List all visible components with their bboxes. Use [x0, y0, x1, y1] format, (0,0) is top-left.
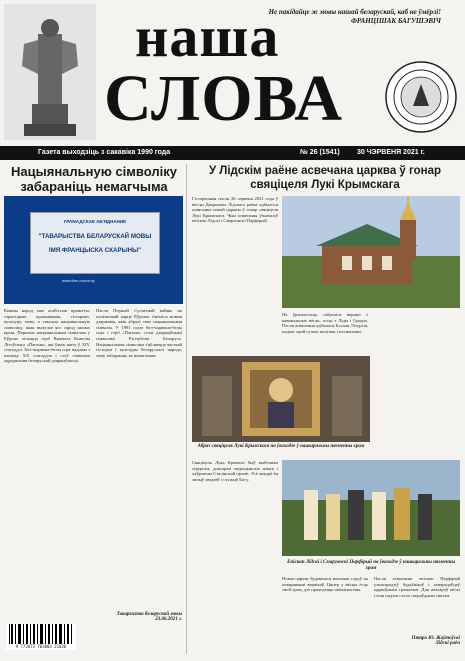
- left-article-column-1: Кожны народ мае асабістыя прыметы: тэрыторыю пражывання, гісторыю, культуру, мову, а таксама нацыянальную сімволіку, якая вылучае яго сярод іншых краін. Першым нацыянальным сімвалам у Еўропе лічыцца герб Вялікага Княства Літоўскага «Пагоня», які ўзнік яшчэ ў XIV стагоддзі. Бел-чырвона-белы сцяг вядомы з пачатку XX стагоддзя і стаў сімвалам адраджэння беларускай дзяржаўнасці.: [4, 308, 90, 364]
- right-article-column-3: Свяціцель Лука Крымскі быў выбітным хірургам, доктарам медыцынскіх навук і лаўрэатам Сталінскай прэміі. Усё жыццё ён лячыў людзей і служыў Богу.: [192, 460, 278, 482]
- motto-text: Не пакідайце ж мовы нашай беларускай, каб не ўмёрлі!: [268, 8, 441, 16]
- left-article-signature: [96, 612, 182, 622]
- sign-photo: [4, 196, 183, 304]
- ceremony-photo: [282, 460, 460, 556]
- left-article-column-2: Пасля Першай Сусветнай вайны на палітычнай карце Еўропы з'явіліся новыя дзяржавы, якія абралі свае нацыянальныя сімвалы. У 1991 годзе бел-чырвона-белы сцяг і герб «Пагоня» сталі дзяржаўнымі сімваламі Рэспублікі Беларусь. Нацыянальная сімволіка з'яўляецца часткай гісторыі і культуры беларускага народа, таму забараніць яе немагчыма.: [96, 308, 182, 358]
- sign-line-2: "ТАВАРЫСТВА БЕЛАРУСКАЙ МОВЫ: [38, 233, 152, 240]
- left-article-date: 23.06.2021 г.: [155, 617, 182, 622]
- church-photo: [282, 196, 460, 308]
- right-article-column-1: Гістарычная пасля 26 чэрвеня 2021 года ў вёсцы Дворышча Лідскага раёна адбылося асвячэнне новай царквы ў гонар свяціцеля Лукі Крымскага. Чын асвячэння ўзначаліў епіскап Лідскі і Смаргонскі Парфірый.: [192, 196, 278, 224]
- right-article-column-2: На ўрачыстасць сабраліся вернікі з навакольных вёсак, госці з Ліды і Гродна. Пасля асвячэння адбылася Боская Літургія, падчас якой гучалі малітвы і песнапенні.: [282, 312, 368, 334]
- masthead-motto: [256, 8, 441, 26]
- right-article-author: Пятро Ю. Жаўтоўскі: [411, 636, 460, 641]
- right-article-column-4: Новая царква будавалася некалькі гадоў на ахвяраванні вернікаў. Цяпер у вёсцы ёсць свой храм, дзе праходзяць набажэнствы.: [282, 576, 368, 593]
- masthead-monument-illustration: [4, 4, 96, 140]
- sign-line-1: ГРАМАДСКАЕ АБ'ЯДНАННЕ: [63, 219, 127, 224]
- issue-date: 30 ЧЭРВЕНЯ 2021 г.: [357, 149, 425, 156]
- right-article-column-2b: [374, 312, 460, 442]
- right-article-column-5: Пасля асвячэння епіскап Парфірый узнагародзіў будаўнікоў і ахвярадаўцаў царкоўнымі граматамі. Для жыхароў вёскі гэтая падзея стала сапраўдным святам.: [374, 576, 460, 598]
- issue-info-bar: [0, 146, 465, 160]
- left-article-author: Таварыства беларускай мовы: [116, 612, 182, 617]
- masthead-title-line2: СЛОВА: [104, 62, 344, 135]
- issue-number: № 26 (1541): [300, 149, 340, 156]
- organization-sign: [30, 212, 160, 274]
- icon-photo: [192, 356, 370, 442]
- society-emblem-icon: [384, 60, 458, 134]
- photo-caption-2: Епіскап Лідскі і Смаргонскі Парфірый на ўваходзе ў пашыральны нязменны храм: [287, 560, 455, 571]
- barcode-number: 9 772073 703003 21026: [15, 644, 67, 649]
- column-divider: [186, 164, 187, 654]
- left-article-headline: Нацыянальную сімволіку забараніць немагчыма: [11, 164, 177, 194]
- right-article-place: Лідскі раён: [435, 641, 460, 646]
- sign-line-3: ІМЯ ФРАНЦЫСКА СКАРЫНЫ": [48, 247, 142, 254]
- right-article-headline: У Лідскім раёне асвечана царква ў гонар свяціцеля Лукі Крымскага: [208, 165, 442, 191]
- issue-barcode: [6, 624, 76, 650]
- right-article-signature: [374, 636, 460, 646]
- motto-author: ФРАНЦІШАК БАГУШЭВІЧ: [350, 17, 441, 25]
- masthead-title-line1: наша: [135, 4, 280, 69]
- sign-url: www.tbm-mova.by: [62, 278, 95, 283]
- photo-caption-1: Абраз свяціцеля Лукі Крымскага на ўваходзе ў пашыральны нязменны храм: [197, 444, 365, 449]
- publication-since: Газета выходзіць з сакавіка 1990 года: [38, 149, 171, 156]
